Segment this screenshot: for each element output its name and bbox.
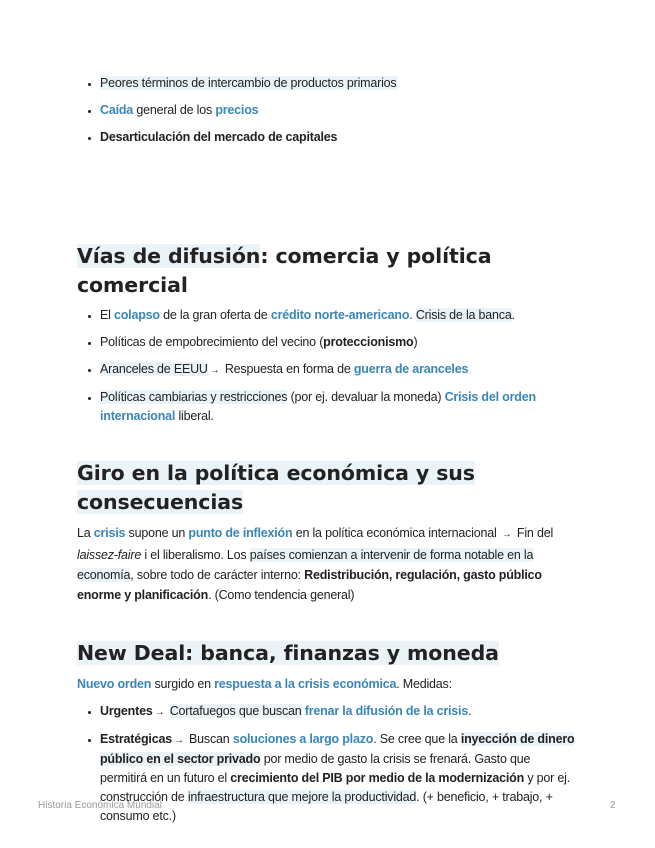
page-number: 2 [610, 800, 616, 811]
list-item: • Desarticulación del mercado de capitales [100, 128, 579, 147]
heading-vias-de-difusion: Vías de difusión: comercia y política comercial [77, 244, 492, 297]
arrow-right-icon: → [154, 707, 165, 718]
list-item: • Caída general de los precios [100, 101, 579, 120]
giro-paragraph: La crisis supone un punto de inflexión en la política económica internacional → Fin del laissez-faire i el liberalismo. Los países comienzan a intervenir de forma notable en la economía, sobre todo de carácter interno: Redistribución, regulación, gasto público enorme y planificación. (Como tendencia general) [77, 526, 554, 602]
list-item: • Políticas de empobrecimiento del vecino (proteccionismo) [100, 333, 579, 352]
new-deal-intro: Nuevo orden surgido en respuesta a la crisis económica. Medidas: [77, 677, 452, 691]
list-item: • Estratégicas → Buscan soluciones a largo plazo. Se cree que la inyección de dinero público en el sector privado por medio de gasto la crisis se frenará. Gasto que permitirá en un futuro el crecimiento del PIB por medio de la modernización y por ej. construcción de infraestructura que mejore la productividad. (+ beneficio, + trabajo, + consumo etc.) [100, 730, 579, 826]
heading-giro-politica: Giro en la política económica y sus consecuencias [77, 461, 475, 514]
difusion-bullet-list [77, 306, 579, 426]
document-page [77, 74, 579, 834]
footer-title: Historia Económica Mundial [38, 800, 162, 811]
arrow-right-icon: → [501, 529, 512, 540]
top-bullet-list [77, 74, 579, 147]
list-item: • Políticas cambiarias y restricciones (por ej. devaluar la moneda) Crisis del orden internacional liberal. [100, 388, 579, 426]
arrow-right-icon: → [173, 735, 184, 746]
heading-new-deal: New Deal: banca, finanzas y moneda [77, 641, 499, 665]
arrow-right-icon: → [209, 365, 220, 376]
list-item: • Peores términos de intercambio de productos primarios [100, 74, 579, 93]
list-item: • El colapso de la gran oferta de crédito norte-americano. Crisis de la banca. [100, 306, 579, 325]
list-item: • Urgentes → Cortafuegos que buscan frenar la difusión de la crisis. [100, 702, 579, 722]
list-item: • Aranceles de EEUU → Respuesta en forma de guerra de aranceles [100, 360, 579, 380]
